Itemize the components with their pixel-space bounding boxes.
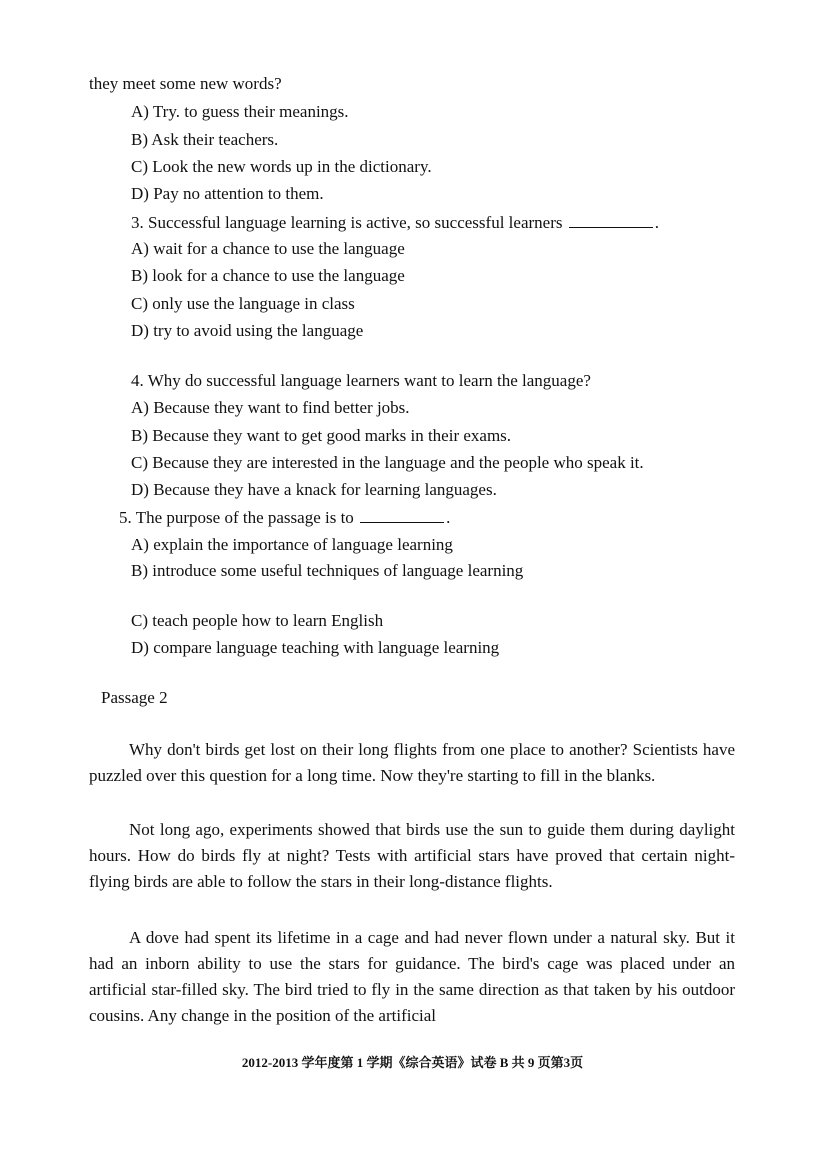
q3-option-b: B) look for a chance to use the language xyxy=(131,266,405,285)
q3-option-d: D) try to avoid using the language xyxy=(131,321,364,340)
q5-option-c: C) teach people how to learn English xyxy=(131,611,384,630)
paragraph-text: Not long ago, experiments showed that birds use the sun to guide them during daylight hours. How do birds fly at night? Tests with artificial stars have proved that certain night-flying birds are able to follow the stars in their long-distance flights. xyxy=(89,820,735,891)
q4-option-b: B) Because they want to get good marks in their exams. xyxy=(131,426,512,445)
q2-option-c: C) Look the new words up in the dictionary. xyxy=(131,157,432,176)
q3-stem-end: . xyxy=(654,213,659,232)
q2-option-b: B) Ask their teachers. xyxy=(131,130,279,149)
q4-option-c: C) Because they are interested in the language and the people who speak it. xyxy=(131,453,644,472)
q5-stem xyxy=(119,507,450,528)
answer-blank xyxy=(569,212,653,228)
q3-option-c: C) only use the language in class xyxy=(131,294,355,313)
q5-option-b: B) introduce some useful techniques of language learning xyxy=(131,561,524,580)
q5-stem-end: . xyxy=(446,508,451,527)
passage-paragraph xyxy=(89,817,735,895)
paragraph-text: Why don't birds get lost on their long flights from one place to another? Scientists have puzzled over this question for a long time. Now they're starting to fill in the blanks. xyxy=(89,740,735,785)
passage-paragraph xyxy=(89,737,735,789)
q3-stem xyxy=(131,212,659,233)
q5-option-a: A) explain the importance of language learning xyxy=(131,535,453,554)
paragraph-text: A dove had spent its lifetime in a cage and had never flown under a natural sky. But it had an inborn ability to use the stars for guidance. The bird's cage was placed under an artificial star-filled sky. The bird tried to fly in the same direction as that taken by his outdoor cousins. Any change in the position of the artificial xyxy=(89,928,735,1025)
q4-option-d: D) Because they have a knack for learning languages. xyxy=(131,480,497,499)
q3-stem-text: 3. Successful language learning is active, so successful learners xyxy=(131,213,563,232)
passage-paragraph xyxy=(89,925,735,1029)
passage-heading: Passage 2 xyxy=(101,688,168,707)
q4-stem: 4. Why do successful language learners want to learn the language? xyxy=(131,371,591,390)
q2-option-d: D) Pay no attention to them. xyxy=(131,184,324,203)
q5-option-d: D) compare language teaching with language learning xyxy=(131,638,500,657)
q2-stem-tail: they meet some new words? xyxy=(89,74,282,93)
q3-option-a: A) wait for a chance to use the language xyxy=(131,239,405,258)
q2-option-a: A) Try. to guess their meanings. xyxy=(131,102,349,121)
answer-blank xyxy=(360,507,444,523)
q4-option-a: A) Because they want to find better jobs. xyxy=(131,398,410,417)
q5-stem-text: 5. The purpose of the passage is to xyxy=(119,508,354,527)
page-footer: 2012-2013 学年度第 1 学期《综合英语》试卷 B 共 9 页第3页 xyxy=(241,1055,584,1070)
